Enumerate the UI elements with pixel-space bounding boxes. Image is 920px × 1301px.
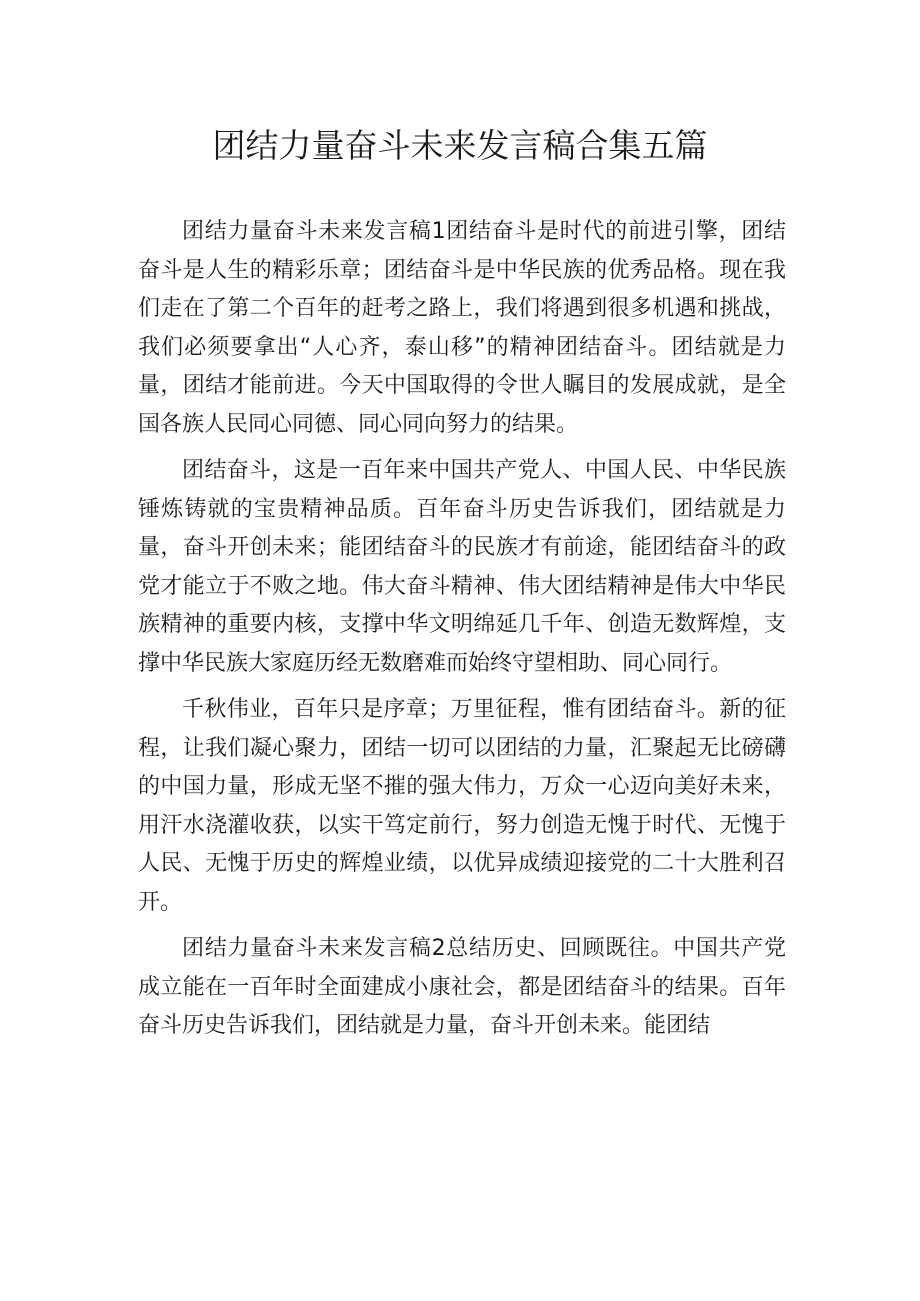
document-body (138, 213, 786, 1046)
document-title: 团结力量奋斗未来发言稿合集五篇 (212, 126, 708, 165)
paragraph-3: 千秋伟业，百年只是序章；万里征程，惟有团结奋斗。新的征程，让我们凝心聚力，团结一切可以团结的力量，汇聚起无比磅礴的中国力量，形成无坚不摧的强大伟力，万众一心迈向美好未来，用汗水浇灌收获，以实干笃定前行，努力创造无愧于时代、无愧于人民、无愧于历史的辉煌业绩，以优异成绩迎接党的二十大胜利召开。 (138, 697, 786, 915)
paragraph-4: 团结力量奋斗未来发言稿2总结历史、回顾既往。中国共产党成立能在一百年时全面建成小康社会，都是团结奋斗的结果。百年奋斗历史告诉我们，团结就是力量，奋斗开创未来。能团结 (138, 936, 786, 1038)
paragraph-1: 团结力量奋斗未来发言稿1团结奋斗是时代的前进引擎，团结奋斗是人生的精彩乐章；团结奋斗是中华民族的优秀品格。现在我们走在了第二个百年的赶考之路上，我们将遇到很多机遇和挑战，我们必须要拿出“人心齐，泰山移”的精神团结奋斗。团结就是力量，团结才能前进。今天中国取得的令世人瞩目的发展成就，是全国各族人民同心同德、同心同向努力的结果。 (138, 219, 786, 437)
paragraph-2: 团结奋斗，这是一百年来中国共产党人、中国人民、中华民族锤炼铸就的宝贵精神品质。百年奋斗历史告诉我们，团结就是力量，奋斗开创未来；能团结奋斗的民族才有前途，能团结奋斗的政党才能立于不败之地。伟大奋斗精神、伟大团结精神是伟大中华民族精神的重要内核，支撑中华文明绵延几千年、创造无数辉煌，支撑中华民族大家庭历经无数磨难而始终守望相助、同心同行。 (138, 458, 786, 676)
